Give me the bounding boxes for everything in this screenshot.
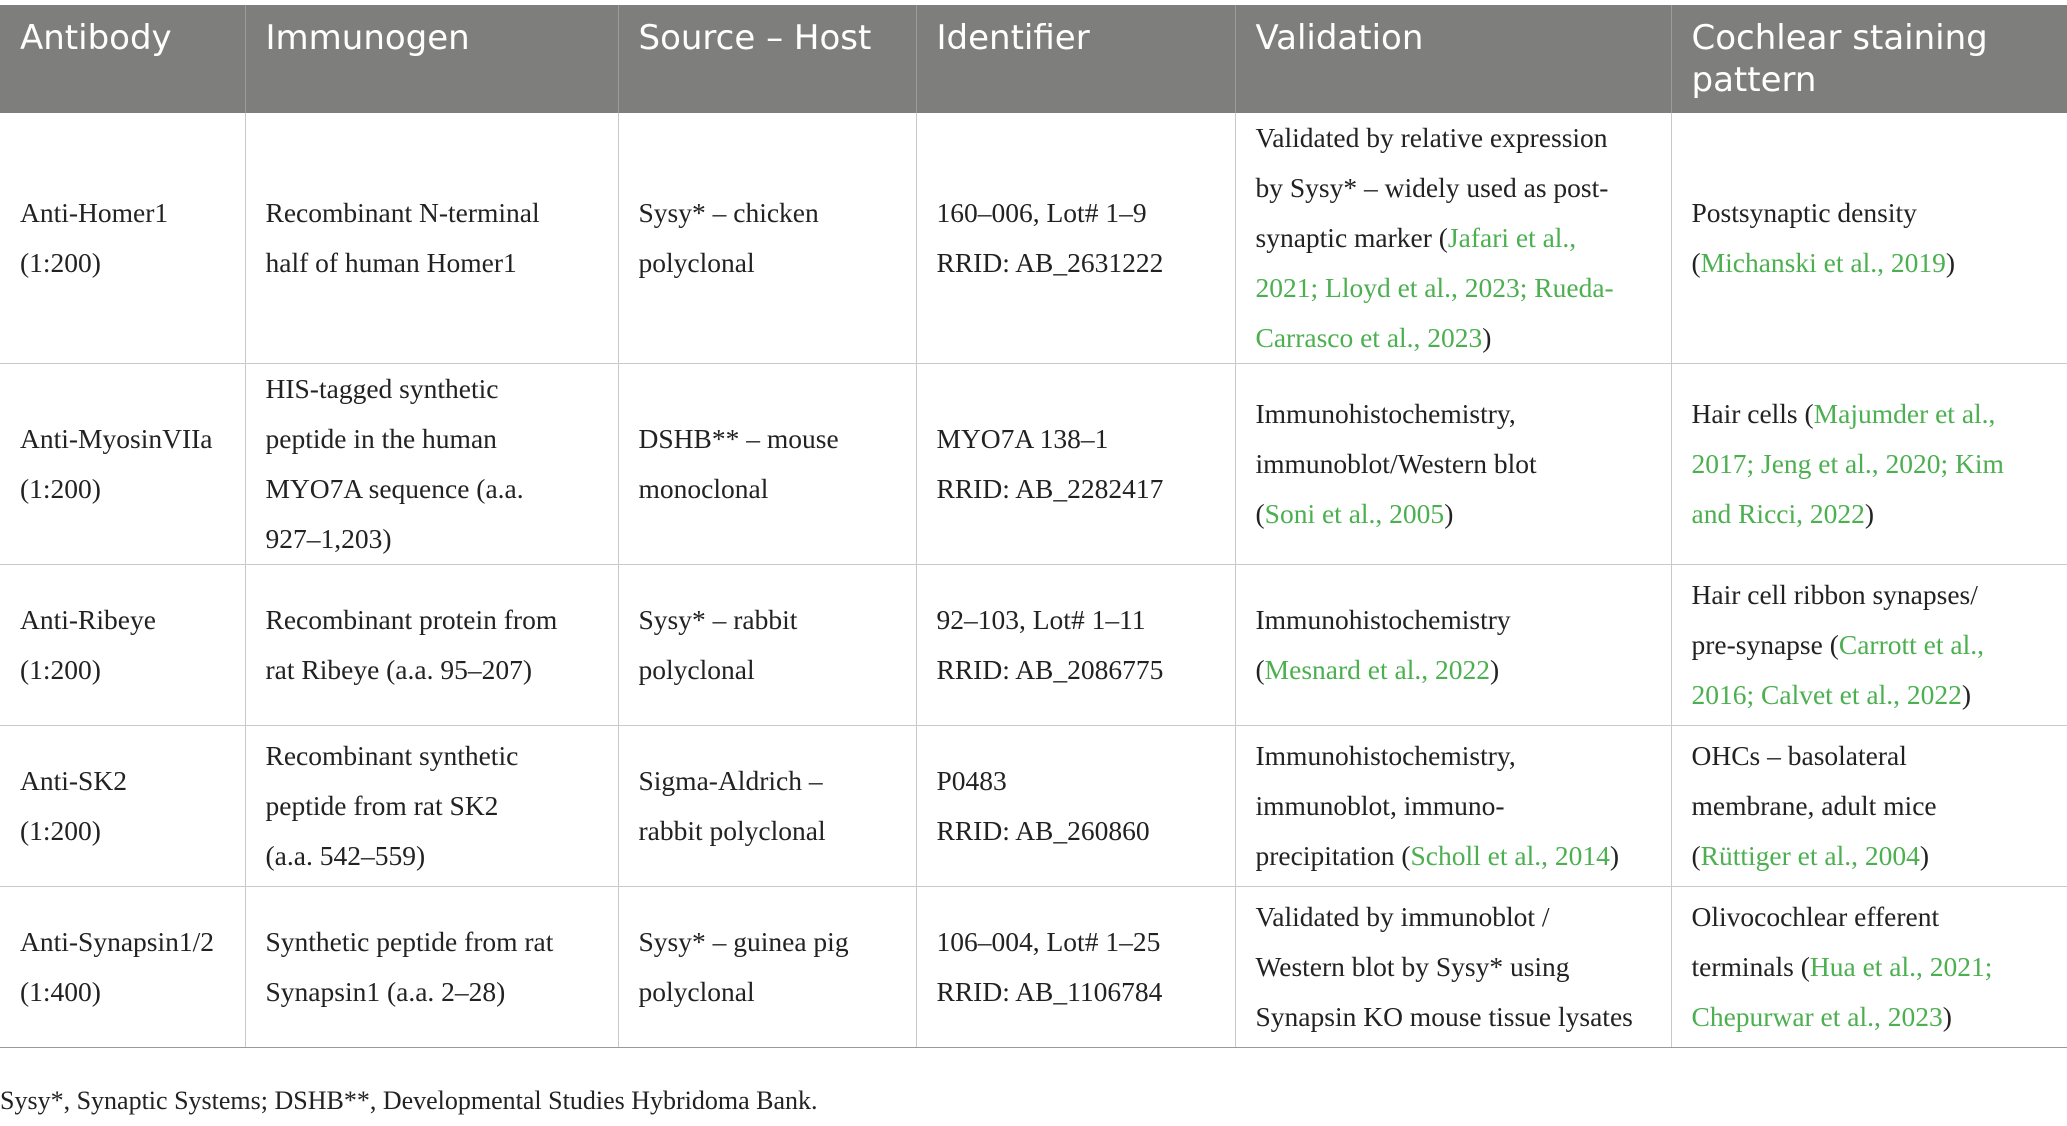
cell-line bbox=[1692, 831, 2048, 881]
header-staining-pattern: Cochlear staining pattern bbox=[1671, 5, 2067, 113]
cell-line: rabbit polyclonal bbox=[638, 815, 826, 846]
citation-link[interactable]: Chepurwar et al., 2023 bbox=[1691, 1001, 1943, 1032]
cell-immunogen bbox=[245, 887, 618, 1048]
cell-identifier bbox=[916, 726, 1235, 887]
cell-line: Validated by relative expression bbox=[1255, 122, 1608, 153]
text: ) bbox=[1961, 679, 1972, 710]
cell-line: 927–1,203) bbox=[265, 523, 392, 554]
cell-validation bbox=[1235, 113, 1671, 364]
text: ) bbox=[1444, 498, 1454, 529]
cell-line: by Sysy* – widely used as post- bbox=[1255, 172, 1609, 203]
cell-line: RRID: AB_2282417 bbox=[936, 473, 1164, 504]
cell-line: Postsynaptic density bbox=[1691, 197, 1917, 228]
cell-line bbox=[1256, 489, 1651, 539]
cell-line: polyclonal bbox=[638, 247, 755, 278]
text: pre-synapse ( bbox=[1691, 629, 1839, 660]
cell-line: Hair cell ribbon synapses/ bbox=[1691, 579, 1978, 610]
text: synaptic marker ( bbox=[1255, 222, 1448, 253]
cell-antibody bbox=[0, 113, 245, 364]
cell-line: Recombinant synthetic bbox=[265, 740, 519, 771]
cell-line: (1:200) bbox=[20, 247, 101, 278]
cell-identifier bbox=[916, 113, 1235, 364]
cell-staining bbox=[1671, 113, 2067, 364]
cell-line: Sysy* – guinea pig bbox=[638, 926, 849, 957]
citation-link[interactable]: Hua et al., 2021; bbox=[1809, 951, 1993, 982]
cell-immunogen bbox=[245, 565, 618, 726]
cell-line bbox=[1692, 389, 2048, 439]
cell-validation bbox=[1235, 364, 1671, 565]
text: Hair cells ( bbox=[1691, 398, 1814, 429]
cell-line: OHCs – basolateral bbox=[1691, 740, 1907, 771]
cell-antibody bbox=[0, 364, 245, 565]
text: ) bbox=[1482, 322, 1492, 353]
cell-line: (1:200) bbox=[20, 654, 101, 685]
text: ( bbox=[1255, 498, 1265, 529]
cell-line: Western blot by Sysy* using bbox=[1255, 951, 1570, 982]
cell-line: (1:400) bbox=[20, 976, 101, 1007]
citation-link[interactable]: 2017; Jeng et al., 2020; Kim bbox=[1691, 448, 2004, 479]
citation-link[interactable]: 2021; Lloyd et al., 2023; Rueda- bbox=[1255, 272, 1614, 303]
cell-identifier bbox=[916, 887, 1235, 1048]
cell-line: rat Ribeye (a.a. 95–207) bbox=[265, 654, 533, 685]
table-row bbox=[0, 887, 2067, 1048]
cell-line bbox=[1256, 313, 1651, 363]
cell-line: Recombinant protein from bbox=[265, 604, 558, 635]
citation-link[interactable]: Scholl et al., 2014 bbox=[1410, 840, 1610, 871]
cell-line: RRID: AB_2086775 bbox=[936, 654, 1164, 685]
cell-line: RRID: AB_260860 bbox=[936, 815, 1150, 846]
cell-line: Immunohistochemistry, bbox=[1255, 398, 1516, 429]
cell-line: Immunohistochemistry bbox=[1255, 604, 1511, 635]
citation-link[interactable]: Michanski et al., 2019 bbox=[1700, 247, 1946, 278]
cell-validation bbox=[1235, 887, 1671, 1048]
text: ( bbox=[1255, 654, 1265, 685]
cell-validation bbox=[1235, 726, 1671, 887]
cell-line bbox=[1692, 942, 2048, 992]
citation-link[interactable]: Mesnard et al., 2022 bbox=[1264, 654, 1490, 685]
cell-source bbox=[618, 113, 916, 364]
cell-line: MYO7A 138–1 bbox=[936, 423, 1109, 454]
citation-link[interactable]: Carrott et al., bbox=[1838, 629, 1984, 660]
citation-link[interactable]: and Ricci, 2022 bbox=[1691, 498, 1865, 529]
text: terminals ( bbox=[1691, 951, 1810, 982]
text: ( bbox=[1691, 840, 1701, 871]
cell-source bbox=[618, 726, 916, 887]
cell-line: RRID: AB_1106784 bbox=[936, 976, 1163, 1007]
cell-line: Synapsin1 (a.a. 2–28) bbox=[265, 976, 506, 1007]
cell-line: Anti-Synapsin1/2 bbox=[20, 926, 215, 957]
cell-line: polyclonal bbox=[638, 654, 755, 685]
cell-line: Synthetic peptide from rat bbox=[265, 926, 554, 957]
cell-line: (1:200) bbox=[20, 473, 101, 504]
cell-line bbox=[1256, 645, 1651, 695]
cell-validation bbox=[1235, 565, 1671, 726]
cell-line: P0483 bbox=[936, 765, 1007, 796]
cell-line: (a.a. 542–559) bbox=[265, 840, 426, 871]
cell-antibody bbox=[0, 565, 245, 726]
header-source-host: Source – Host bbox=[618, 5, 916, 113]
cell-line: Anti-MyosinVIIa bbox=[20, 423, 213, 454]
cell-line bbox=[1692, 620, 2048, 670]
text: ( bbox=[1691, 247, 1701, 278]
cell-line: Recombinant N-terminal bbox=[265, 197, 540, 228]
cell-line bbox=[1256, 831, 1651, 881]
cell-line bbox=[1692, 238, 2048, 288]
cell-line: half of human Homer1 bbox=[265, 247, 517, 278]
cell-immunogen bbox=[245, 726, 618, 887]
citation-link[interactable]: Jafari et al., bbox=[1447, 222, 1577, 253]
cell-line bbox=[1256, 213, 1651, 263]
text: ) bbox=[1919, 840, 1930, 871]
table-header-row bbox=[0, 5, 2067, 113]
cell-line: 106–004, Lot# 1–25 bbox=[936, 926, 1161, 957]
cell-line: membrane, adult mice bbox=[1691, 790, 1937, 821]
cell-line: RRID: AB_2631222 bbox=[936, 247, 1164, 278]
table-row bbox=[0, 726, 2067, 887]
table-row bbox=[0, 364, 2067, 565]
text: ) bbox=[1945, 247, 1956, 278]
cell-staining bbox=[1671, 887, 2067, 1048]
cell-line: Sysy* – rabbit bbox=[638, 604, 798, 635]
cell-source bbox=[618, 364, 916, 565]
cell-line: polyclonal bbox=[638, 976, 755, 1007]
citation-link[interactable]: Carrasco et al., 2023 bbox=[1255, 322, 1483, 353]
cell-source bbox=[618, 565, 916, 726]
cell-line: 160–006, Lot# 1–9 bbox=[936, 197, 1147, 228]
cell-line: HIS-tagged synthetic bbox=[265, 373, 499, 404]
cell-staining bbox=[1671, 364, 2067, 565]
antibody-table bbox=[0, 5, 2067, 1048]
cell-staining bbox=[1671, 565, 2067, 726]
text: precipitation ( bbox=[1255, 840, 1411, 871]
header-validation: Validation bbox=[1235, 5, 1671, 113]
cell-source bbox=[618, 887, 916, 1048]
cell-line: Sigma-Aldrich – bbox=[638, 765, 823, 796]
antibody-table-container bbox=[0, 5, 2067, 1048]
cell-line: immunoblot/Western blot bbox=[1255, 448, 1537, 479]
text: ) bbox=[1489, 654, 1500, 685]
cell-line: Anti-Ribeye bbox=[20, 604, 156, 635]
cell-line: Anti-SK2 bbox=[20, 765, 127, 796]
cell-line: peptide in the human bbox=[265, 423, 497, 454]
cell-line bbox=[1692, 670, 2048, 720]
cell-line: Sysy* – chicken bbox=[638, 197, 819, 228]
cell-line: Immunohistochemistry, bbox=[1255, 740, 1516, 771]
cell-antibody bbox=[0, 726, 245, 887]
text: ) bbox=[1942, 1001, 1952, 1032]
cell-line: (1:200) bbox=[20, 815, 101, 846]
cell-line: MYO7A sequence (a.a. bbox=[265, 473, 524, 504]
header-identifier: Identifier bbox=[916, 5, 1235, 113]
cell-line: DSHB** – mouse bbox=[638, 423, 839, 454]
table-row bbox=[0, 565, 2067, 726]
cell-line: monoclonal bbox=[638, 473, 769, 504]
cell-identifier bbox=[916, 565, 1235, 726]
cell-staining bbox=[1671, 726, 2067, 887]
cell-line: peptide from rat SK2 bbox=[265, 790, 499, 821]
header-antibody: Antibody bbox=[0, 5, 245, 113]
cell-immunogen bbox=[245, 113, 618, 364]
text: ) bbox=[1609, 840, 1620, 871]
cell-line: Olivocochlear efferent bbox=[1691, 901, 1940, 932]
citation-link[interactable]: 2016; Calvet et al., 2022 bbox=[1691, 679, 1962, 710]
table-footnote: Sysy*, Synaptic Systems; DSHB**, Developmental Studies Hybridoma Bank. bbox=[0, 1086, 818, 1115]
header-immunogen: Immunogen bbox=[245, 5, 618, 113]
citation-link[interactable]: Soni et al., 2005 bbox=[1264, 498, 1445, 529]
cell-line: Validated by immunoblot / bbox=[1255, 901, 1550, 932]
cell-line: Synapsin KO mouse tissue lysates bbox=[1255, 1001, 1633, 1032]
cell-line bbox=[1692, 489, 2048, 539]
citation-link[interactable]: Rüttiger et al., 2004 bbox=[1700, 840, 1920, 871]
cell-line: immunoblot, immuno- bbox=[1255, 790, 1505, 821]
text: ) bbox=[1864, 498, 1875, 529]
table-row bbox=[0, 113, 2067, 364]
citation-link[interactable]: Majumder et al., bbox=[1813, 398, 1996, 429]
cell-line: 92–103, Lot# 1–11 bbox=[936, 604, 1146, 635]
cell-identifier bbox=[916, 364, 1235, 565]
cell-antibody bbox=[0, 887, 245, 1048]
cell-immunogen bbox=[245, 364, 618, 565]
cell-line: Anti-Homer1 bbox=[20, 197, 169, 228]
cell-line bbox=[1692, 992, 2048, 1042]
